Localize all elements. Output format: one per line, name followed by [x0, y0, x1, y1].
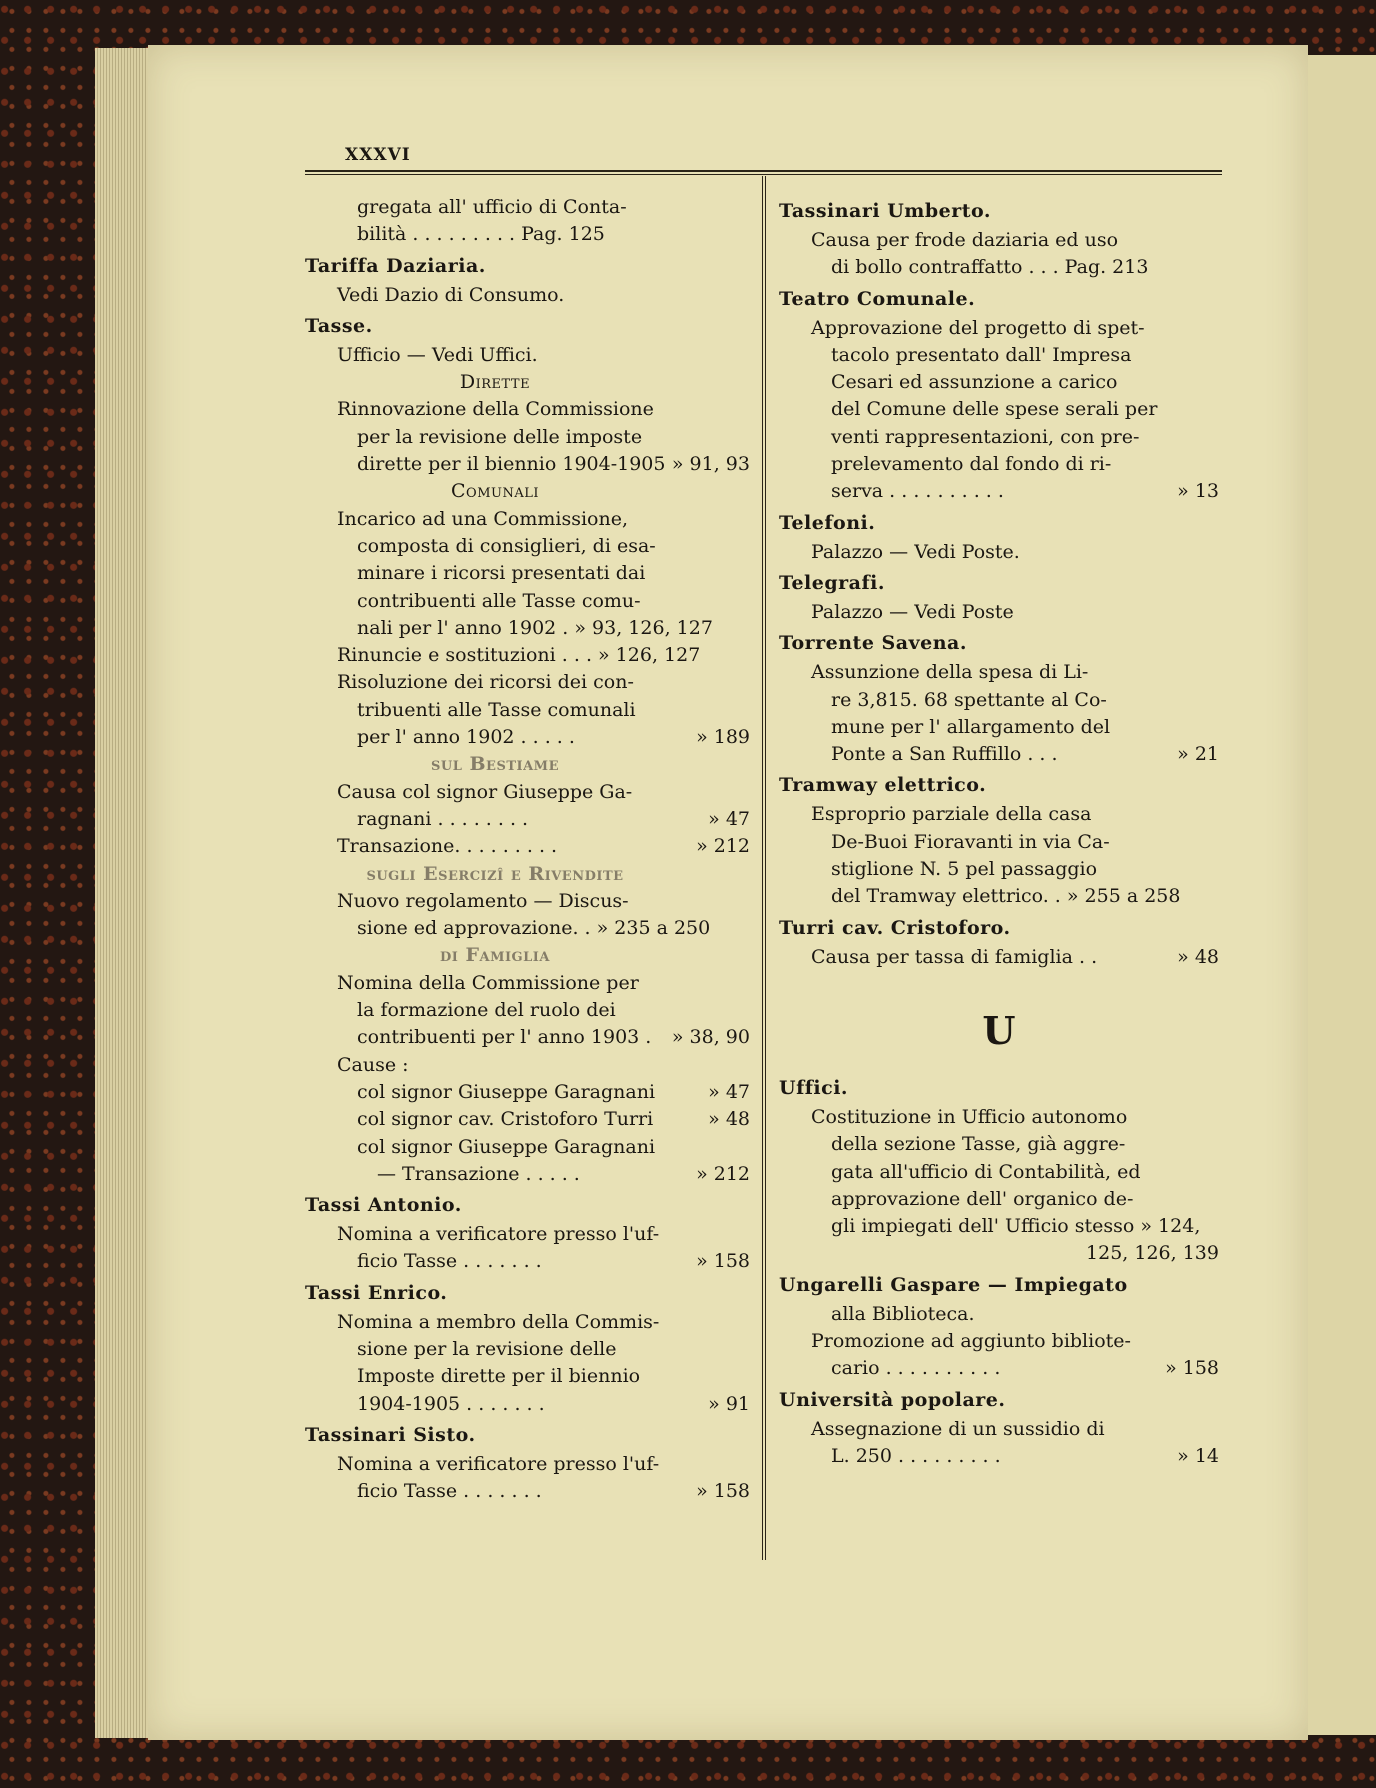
- entry-text: del Tramway elettrico. . » 255 a 258: [831, 885, 1181, 908]
- column-divider: [762, 176, 766, 1560]
- index-heading: [779, 566, 1219, 599]
- index-heading: [779, 1071, 1219, 1104]
- page-reference: » 158: [1165, 1357, 1219, 1380]
- index-entry: [779, 1301, 1219, 1328]
- index-entry: [779, 1131, 1219, 1158]
- right-index-column: [779, 194, 1219, 1470]
- heading-text: Uffici.: [779, 1076, 849, 1099]
- index-entry: [779, 1328, 1219, 1355]
- index-entry: [779, 1416, 1219, 1443]
- page-reference: » 158: [696, 1480, 750, 1503]
- entry-text: stiglione N. 5 pel passaggio: [831, 858, 1098, 881]
- entry-text: la formazione del ruolo dei: [357, 999, 616, 1022]
- index-entry: [305, 1052, 750, 1079]
- index-entry: [305, 615, 750, 642]
- index-entry: [305, 1451, 750, 1478]
- index-heading: [305, 1418, 750, 1451]
- entry-text: Nomina a verificatore presso l'uf-: [337, 1223, 660, 1246]
- subsection-title: [305, 369, 685, 396]
- index-entry: [779, 829, 1219, 856]
- heading-text: Tassi Antonio.: [305, 1194, 462, 1217]
- entry-text: col signor Giuseppe Garagnani: [357, 1135, 656, 1158]
- index-entry: [305, 1248, 750, 1275]
- index-entry: [779, 883, 1219, 910]
- heading-text: Telegrafi.: [779, 571, 885, 594]
- index-entry: [305, 221, 750, 248]
- entry-text: della sezione Tasse, già aggre-: [831, 1133, 1126, 1156]
- page-reference: » 48: [708, 1108, 750, 1131]
- subsection-title: [305, 478, 685, 505]
- page-number: XXXVI: [345, 145, 411, 165]
- index-heading: [305, 309, 750, 342]
- entry-text: minare i ricorsi presentati dai: [357, 562, 646, 585]
- index-heading: [305, 1188, 750, 1221]
- entry-text: Promozione ad aggiunto bibliote-: [811, 1330, 1131, 1353]
- entry-text: Nomina a membro della Commis-: [337, 1310, 660, 1333]
- index-entry: [305, 194, 750, 221]
- entry-text: mune per l' allargamento del: [831, 715, 1111, 738]
- entry-text: nali per l' anno 1902 . » 93, 126, 127: [357, 616, 713, 639]
- index-entry: [305, 1309, 750, 1336]
- index-entry-continuation: [779, 1240, 1219, 1267]
- left-index-column: [305, 194, 750, 1505]
- subsection-title: [305, 942, 685, 969]
- index-entry: [305, 915, 750, 942]
- entry-text: gata all'ufficio di Contabilità, ed: [831, 1160, 1141, 1183]
- entry-text: per l' anno 1902 . . . . .: [357, 726, 575, 749]
- index-heading: [779, 1268, 1219, 1301]
- heading-text: Tassinari Umberto.: [779, 200, 991, 222]
- page-reference: » 47: [708, 1080, 750, 1103]
- section-letter: [779, 991, 1219, 1071]
- entry-text: di bollo contraffatto . . . Pag. 213: [831, 256, 1149, 279]
- entry-text: serva . . . . . . . . . .: [831, 480, 1004, 503]
- index-entry: [305, 1161, 750, 1188]
- index-entry: [779, 1443, 1219, 1470]
- entry-text: sione per la revisione delle: [357, 1337, 617, 1360]
- index-entry: [779, 254, 1219, 281]
- entry-text: Causa per frode daziaria ed uso: [811, 229, 1119, 251]
- page-reference: » 189: [696, 726, 750, 749]
- index-entry: [305, 533, 750, 560]
- heading-text: Tassi Enrico.: [305, 1281, 448, 1304]
- entry-text: Palazzo — Vedi Poste.: [811, 540, 1020, 563]
- entry-text: Assunzione della spesa di Li-: [811, 661, 1089, 684]
- index-entry: [305, 1079, 750, 1106]
- page-reference: » 13: [1177, 480, 1219, 503]
- index-heading: [779, 282, 1219, 315]
- index-heading: [779, 768, 1219, 801]
- entry-text: dirette per il biennio 1904-1905: [357, 453, 666, 476]
- index-entry: [779, 396, 1219, 423]
- index-entry: [779, 227, 1219, 254]
- entry-text: alla Biblioteca.: [831, 1302, 975, 1325]
- page-reference: » 14: [1177, 1444, 1219, 1467]
- index-entry: [305, 1478, 750, 1505]
- subsection-text: di Famiglia: [440, 944, 550, 967]
- index-entry: [305, 779, 750, 806]
- heading-text: Tramway elettrico.: [779, 774, 987, 797]
- entry-text: Rinuncie e sostituzioni . . . » 126, 127: [337, 644, 701, 667]
- index-entry: [305, 1024, 750, 1051]
- index-entry: [305, 424, 750, 451]
- index-entry: [305, 833, 750, 860]
- index-entry: [305, 1336, 750, 1363]
- index-entry: [779, 856, 1219, 883]
- index-entry: [779, 1104, 1219, 1131]
- heading-text: Turri cav. Cristoforo.: [779, 916, 1011, 939]
- index-entry: [779, 539, 1219, 566]
- section-letter-text: U: [982, 1007, 1016, 1053]
- index-entry: [305, 669, 750, 696]
- entry-text: ficio Tasse . . . . . . .: [357, 1250, 542, 1273]
- entry-text: Rinnovazione della Commissione: [337, 398, 654, 421]
- index-entry: [305, 282, 750, 309]
- entry-text: Cesari ed assunzione a carico: [831, 371, 1118, 394]
- facing-page-edge: [1300, 55, 1376, 1735]
- heading-text: Tariffa Daziaria.: [305, 254, 486, 277]
- subsection-title: [305, 861, 685, 888]
- entry-text: — Transazione . . . . .: [377, 1162, 580, 1185]
- entry-text: Nomina a verificatore presso l'uf-: [337, 1452, 660, 1475]
- entry-text: Ponte a San Ruffillo . . .: [831, 743, 1058, 766]
- index-heading: [779, 1383, 1219, 1416]
- entry-text: Costituzione in Ufficio autonomo: [811, 1105, 1128, 1128]
- entry-text: per la revisione delle imposte: [357, 425, 643, 448]
- entry-text: 125, 126, 139: [1086, 1242, 1219, 1265]
- entry-text: L. 250 . . . . . . . . .: [831, 1444, 1001, 1467]
- index-entry: [305, 724, 750, 751]
- entry-text: Imposte dirette per il biennio: [357, 1365, 641, 1388]
- page-reference: » 47: [708, 807, 750, 830]
- subsection-title: [305, 751, 685, 778]
- entry-text: Nomina della Commissione per: [337, 971, 639, 994]
- index-entry: [779, 1355, 1219, 1382]
- index-entry: [779, 342, 1219, 369]
- entry-text: Esproprio parziale della casa: [811, 803, 1092, 826]
- entry-text: sione ed approvazione. . » 235 a 250: [357, 917, 711, 940]
- page-reference: » 48: [1177, 945, 1219, 968]
- entry-text: gli impiegati dell' Ufficio stesso » 124,: [831, 1215, 1201, 1238]
- index-heading: [779, 911, 1219, 944]
- page-reference: » 212: [696, 835, 750, 858]
- entry-text: Causa col signor Giuseppe Ga-: [337, 780, 633, 803]
- entry-text: Causa per tassa di famiglia . .: [811, 945, 1098, 968]
- index-entry: [779, 599, 1219, 626]
- entry-text: Cause :: [337, 1053, 409, 1076]
- index-entry: [305, 1134, 750, 1161]
- index-heading: [305, 1276, 750, 1309]
- page-reference: » 158: [696, 1250, 750, 1273]
- index-entry: [305, 642, 750, 669]
- index-entry: [779, 801, 1219, 828]
- index-heading: [779, 626, 1219, 659]
- index-entry: [305, 1221, 750, 1248]
- entry-text: Nuovo regolamento — Discus-: [337, 889, 629, 912]
- entry-text: contribuenti alle Tasse comu-: [357, 589, 641, 612]
- index-entry: [305, 1391, 750, 1418]
- index-entry: [779, 424, 1219, 451]
- book-page-edges: [95, 48, 150, 1738]
- index-entry: [779, 741, 1219, 768]
- heading-text: Ungarelli Gaspare — Impiegato: [779, 1273, 1128, 1296]
- heading-text: Torrente Savena.: [779, 632, 967, 655]
- subsection-text: sugli Esercizî e Rivendite: [366, 862, 624, 885]
- entry-text: contribuenti per l' anno 1903 .: [357, 1026, 652, 1049]
- index-entry: [305, 1106, 750, 1133]
- subsection-text: Comunali: [451, 480, 539, 503]
- index-entry: [779, 369, 1219, 396]
- entry-text: ficio Tasse . . . . . . .: [357, 1480, 542, 1503]
- index-entry: [779, 714, 1219, 741]
- entry-text: col signor cav. Cristoforo Turri: [357, 1108, 654, 1131]
- page-reference: » 91: [708, 1392, 750, 1415]
- page-reference: » 91, 93: [671, 453, 750, 476]
- subsection-text: sul Bestiame: [431, 753, 559, 776]
- index-entry: [305, 451, 750, 478]
- entry-text: approvazione dell' organico de-: [831, 1187, 1134, 1210]
- heading-text: Teatro Comunale.: [779, 287, 976, 310]
- page-reference: » 212: [696, 1162, 750, 1185]
- index-entry: [779, 944, 1219, 971]
- entry-text: venti rappresentazioni, con pre-: [831, 425, 1140, 448]
- subsection-text: Dirette: [459, 371, 531, 394]
- entry-text: re 3,815. 68 spettante al Co-: [831, 688, 1107, 711]
- index-entry: [305, 560, 750, 587]
- entry-text: Transazione. . . . . . . . .: [337, 835, 558, 858]
- entry-text: 1904-1905 . . . . . . .: [357, 1392, 545, 1415]
- header-rule: [305, 170, 1222, 172]
- entry-text: Palazzo — Vedi Poste: [811, 600, 1014, 623]
- entry-text: cario . . . . . . . . . .: [831, 1357, 1001, 1380]
- entry-text: Assegnazione di un sussidio di: [811, 1417, 1105, 1440]
- entry-text: bilità . . . . . . . . . Pag. 125: [357, 223, 605, 246]
- index-entry: [305, 997, 750, 1024]
- entry-text: Ufficio — Vedi Uffici.: [337, 343, 538, 366]
- page-reference: » 38, 90: [671, 1026, 750, 1049]
- index-entry: [779, 451, 1219, 478]
- index-entry: [305, 970, 750, 997]
- index-entry: [779, 315, 1219, 342]
- index-heading: [305, 249, 750, 282]
- heading-text: Tassinari Sisto.: [305, 1423, 476, 1446]
- entry-text: col signor Giuseppe Garagnani: [357, 1080, 656, 1103]
- index-entry: [305, 506, 750, 533]
- index-entry: [779, 1186, 1219, 1213]
- entry-text: del Comune delle spese serali per: [831, 398, 1158, 421]
- index-heading: [779, 506, 1219, 539]
- entry-text: Vedi Dazio di Consumo.: [337, 283, 565, 306]
- index-heading: [779, 194, 1219, 227]
- index-entry: [305, 806, 750, 833]
- index-entry: [779, 478, 1219, 505]
- entry-text: composta di consiglieri, di esa-: [357, 534, 656, 557]
- heading-text: Università popolare.: [779, 1388, 1006, 1411]
- page-reference: » 21: [1177, 743, 1219, 766]
- entry-text: Incarico ad una Commissione,: [337, 507, 628, 530]
- heading-text: Telefoni.: [779, 511, 876, 534]
- index-entry: [305, 697, 750, 724]
- entry-text: gregata all' ufficio di Conta-: [357, 196, 627, 218]
- entry-text: tribuenti alle Tasse comunali: [357, 698, 636, 721]
- entry-text: ragnani . . . . . . . .: [357, 807, 529, 830]
- entry-text: Approvazione del progetto di spet-: [811, 316, 1145, 339]
- heading-text: Tasse.: [305, 314, 373, 337]
- index-entry: [779, 1159, 1219, 1186]
- header-rule-thin: [305, 174, 1222, 175]
- index-entry: [779, 1213, 1219, 1240]
- index-entry: [305, 342, 750, 369]
- index-entry: [305, 588, 750, 615]
- index-entry: [779, 659, 1219, 686]
- entry-text: tacolo presentato dall' Impresa: [831, 343, 1132, 366]
- entry-text: prelevamento dal fondo di ri-: [831, 453, 1112, 476]
- index-entry: [305, 1363, 750, 1390]
- index-entry: [779, 687, 1219, 714]
- entry-text: De-Buoi Fioravanti in via Ca-: [831, 830, 1110, 853]
- index-entry: [305, 888, 750, 915]
- index-entry: [305, 396, 750, 423]
- entry-text: Risoluzione dei ricorsi dei con-: [337, 671, 634, 694]
